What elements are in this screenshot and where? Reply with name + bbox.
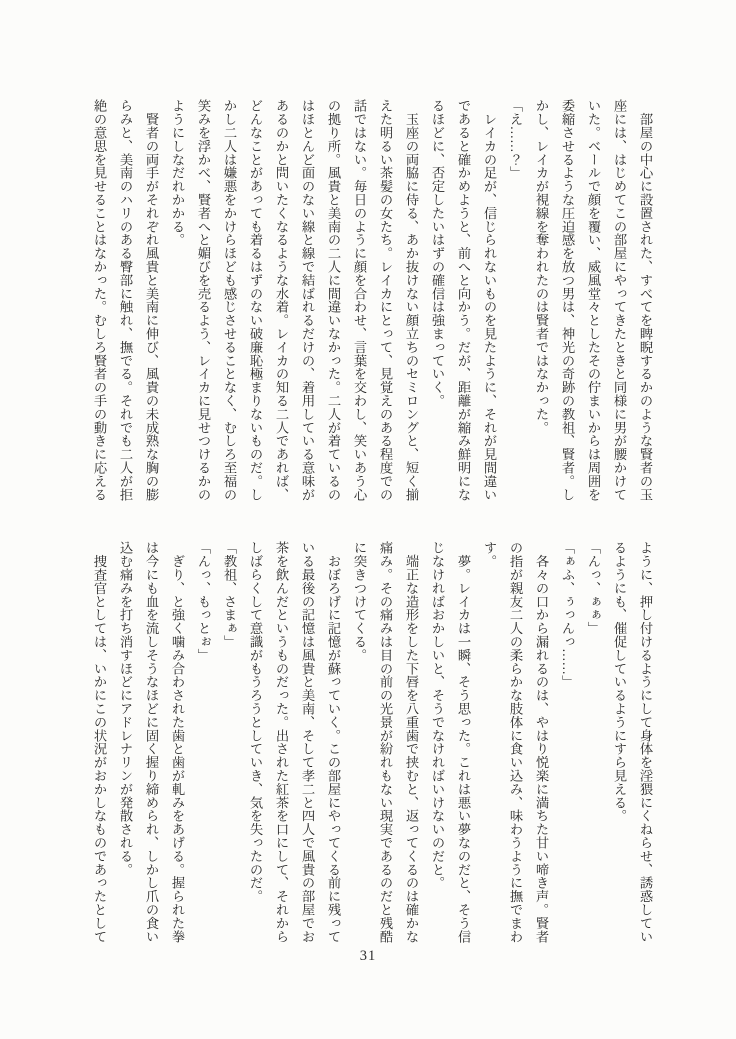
text-column: 「んっ、もっとぉ」 bbox=[196, 541, 211, 662]
text-column: 「え……？」 bbox=[508, 99, 523, 180]
text-column: 「んっ、ぁぁ」 bbox=[586, 541, 601, 635]
text-block-bottom bbox=[86, 541, 658, 941]
text-column: ぎり、と強く噛み合わされた歯と歯が軋みをあげる。握られた拳 bbox=[170, 541, 185, 943]
text-column: に突きつけてくる。 bbox=[352, 541, 367, 662]
text-column: るようにも、催促しているようにすら見える。 bbox=[612, 541, 627, 823]
text-column: 「ぁふ、ぅっんっ……」 bbox=[560, 541, 575, 689]
text-column: はほとんど面のない線と線で結ばれるだけの、着用している意味が bbox=[300, 99, 315, 501]
text-column: えた明るい茶髪の女たち。レイカにとって、見覚えのある程度での bbox=[378, 99, 393, 501]
text-column: いる最後の記憶は風貴と美南、そして孝二と四人で風貴の部屋でお bbox=[300, 541, 315, 943]
text-column: かし、レイカが視線を奪われたのは賢者ではなかった。 bbox=[534, 99, 549, 434]
text-column: あるのかと問いたくなるような水着。レイカの知る二人であれば、 bbox=[274, 99, 289, 501]
text-column: 部屋の中心に設置された、すべてを睥睨するかのような賢者の玉 bbox=[638, 99, 653, 501]
text-column: 夢。レイカは一瞬、そう思った。これは悪い夢なのだと、そう信 bbox=[456, 541, 471, 943]
text-column: 痛み。その痛みは目の前の光景が紛れもない現実であるのだと残酷 bbox=[378, 541, 393, 943]
text-column: るほどに、否定したいはずの確信は強まっていく。 bbox=[430, 99, 445, 408]
text-column: 賢者の両手がそれぞれ風貴と美南に伸び、風貴の未成熟な胸の膨 bbox=[144, 99, 159, 501]
text-column: 端正な造形をした下唇を八重歯で挟むと、返ってくるのは確かな bbox=[404, 541, 419, 943]
text-column: どんなことがあっても着るはずのない破廉恥極まりないものだ。し bbox=[248, 99, 263, 501]
text-column: 込む痛みを打ち消すほどにアドレナリンが発散される。 bbox=[118, 541, 133, 876]
text-column: は今にも血を流しそうなほどに固く握り締められ、しかし爪の食い bbox=[144, 541, 159, 943]
text-column: ように、押し付けるようにして身体を淫猥にくねらせ、誘惑してい bbox=[638, 541, 653, 943]
text-column: す。 bbox=[482, 541, 497, 568]
text-column: 各々の口から漏れるのは、やはり悦楽に満ちた甘い啼き声。賢者 bbox=[534, 541, 549, 943]
text-column: 座には、はじめてこの部屋にやってきたときと同様に男が腰かけて bbox=[612, 99, 627, 501]
text-column: 「教祖、さまぁ」 bbox=[222, 541, 237, 649]
text-column: の拠り所。風貴と美南の二人に間違いなかった。二人が着ているの bbox=[326, 99, 341, 501]
text-column: レイカの足が、信じられないものを見たように、それが見間違い bbox=[482, 99, 497, 501]
text-column: 絶の意思を見せることはなかった。むしろ賢者の手の動きに応える bbox=[92, 99, 107, 501]
text-column: の指が親友二人の柔らかな肢体に食い込み、味わうように撫でまわ bbox=[508, 541, 523, 943]
text-column: 玉座の両脇に侍る、あか抜けない顔立ちのセミロングと、短く揃 bbox=[404, 99, 419, 501]
text-column: 茶を飲んだというものだった。出された紅茶を口にして、それから bbox=[274, 541, 289, 943]
text-column: いた。ベールで顔を覆い、威風堂々としたその佇まいからは周囲を bbox=[586, 99, 601, 501]
text-column: じなければおかしいと、そうでなければいけないのだと。 bbox=[430, 541, 445, 890]
text-column: 委縮させるような圧迫感を放つ男は、神光の奇跡の教祖、賢者。し bbox=[560, 99, 575, 501]
page-number: 31 bbox=[359, 948, 377, 964]
text-column: であると確かめようと、前へと向かう。だが、距離が縮み鮮明にな bbox=[456, 99, 471, 501]
text-column: らみと、美南のハリのある臀部に触れ、撫でる。それでも二人が拒 bbox=[118, 99, 133, 501]
text-column: 捜査官としては、いかにこの状況がおかしなものであったとして bbox=[92, 541, 107, 943]
text-column: おぼろげに記憶が蘇っていく。この部屋にやってくる前に残って bbox=[326, 541, 341, 943]
text-column: ようにしなだれかかる。 bbox=[170, 99, 185, 247]
text-block-top bbox=[86, 99, 658, 499]
text-column: しばらくして意識がもうろうとしていき、気を失ったのだ。 bbox=[248, 541, 263, 903]
text-column: かし二人は嫌悪をかけらほども感じさせることなく、むしろ至福の bbox=[222, 99, 237, 501]
text-column: 話ではない。毎日のように顔を合わせ、言葉を交わし、笑いあう心 bbox=[352, 99, 367, 501]
text-column: 笑みを浮かべ、賢者へと媚びを売るよう、レイカに見せつけるかの bbox=[196, 99, 211, 501]
